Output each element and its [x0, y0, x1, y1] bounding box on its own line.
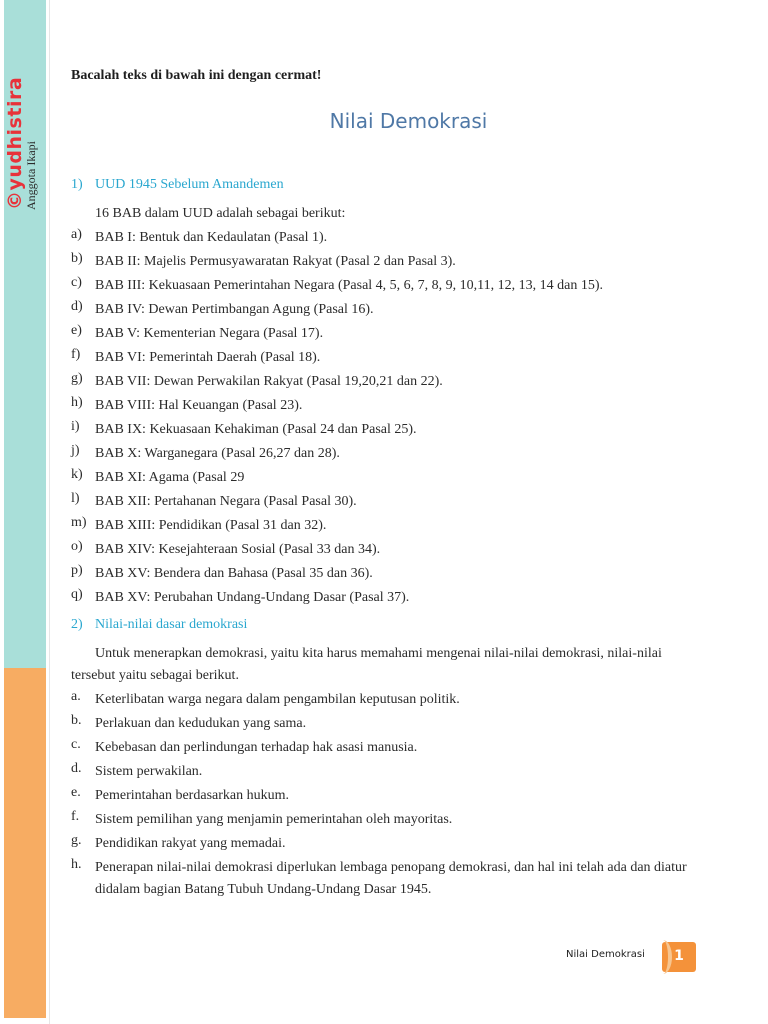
- list-item-text: Keterlibatan warga negara dalam pengambilan keputusan politik.: [95, 692, 460, 707]
- list-marker: f): [71, 347, 81, 362]
- list-item-text: BAB VII: Dewan Perwakilan Rakyat (Pasal 19,20,21 dan 22).: [95, 374, 443, 389]
- section-number: 1): [71, 177, 83, 192]
- list-marker: e.: [71, 785, 81, 800]
- list-marker: h): [71, 395, 83, 410]
- list-marker: h.: [71, 857, 82, 872]
- page-number-badge: [662, 942, 696, 972]
- section-intro: 16 BAB dalam UUD adalah sebagai berikut:: [95, 206, 346, 221]
- list-marker: c.: [71, 737, 81, 752]
- publisher-tagline: Anggota Ikapi: [24, 141, 38, 210]
- section-heading: [71, 177, 284, 193]
- list-marker: p): [71, 563, 83, 578]
- list-marker: m): [71, 515, 87, 530]
- list-marker: q): [71, 587, 83, 602]
- list-item-text: BAB IX: Kekuasaan Kehakiman (Pasal 24 dan Pasal 25).: [95, 422, 417, 437]
- section-heading-text: Nilai-nilai dasar demokrasi: [95, 617, 248, 632]
- list-marker: a.: [71, 689, 81, 704]
- list-marker: d.: [71, 761, 82, 776]
- list-marker: g): [71, 371, 83, 386]
- footer-chapter-label: Nilai Demokrasi: [566, 949, 645, 960]
- list-item-text: BAB XV: Bendera dan Bahasa (Pasal 35 dan 36).: [95, 566, 373, 581]
- list-marker: j): [71, 443, 80, 458]
- list-marker: k): [71, 467, 83, 482]
- list-item-text: BAB II: Majelis Permusyawaratan Rakyat (Pasal 2 dan Pasal 3).: [95, 254, 456, 269]
- list-item-text: BAB VIII: Hal Keuangan (Pasal 23).: [95, 398, 303, 413]
- side-strip-orange: [4, 668, 46, 1018]
- list-item-text: Sistem pemilihan yang menjamin pemerintahan oleh mayoritas.: [95, 812, 453, 827]
- list-item-text: BAB XV: Perubahan Undang-Undang Dasar (Pasal 37).: [95, 590, 410, 605]
- list-item-text: BAB I: Bentuk dan Kedaulatan (Pasal 1).: [95, 230, 328, 245]
- list-marker: g.: [71, 833, 82, 848]
- list-marker: b): [71, 251, 83, 266]
- publisher-logo: ©yudhistira: [4, 76, 26, 210]
- list-marker: a): [71, 227, 82, 242]
- list-marker: c): [71, 275, 82, 290]
- list-marker: f.: [71, 809, 80, 824]
- section-number: 2): [71, 617, 83, 632]
- list-marker: i): [71, 419, 80, 434]
- list-marker: e): [71, 323, 82, 338]
- list-item-text: Sistem perwakilan.: [95, 764, 203, 779]
- list-marker: d): [71, 299, 83, 314]
- list-item-text: Perlakuan dan kedudukan yang sama.: [95, 716, 307, 731]
- list-item-text: BAB XIV: Kesejahteraan Sosial (Pasal 33 dan 34).: [95, 542, 381, 557]
- page-title: Nilai Demokrasi: [329, 109, 488, 133]
- list-item-text: BAB III: Kekuasaan Pemerintahan Negara (Pasal 4, 5, 6, 7, 8, 9, 10,11, 12, 13, 14 dan 15).: [95, 278, 604, 293]
- list-marker: o): [71, 539, 83, 554]
- list-item-text: Pendidikan rakyat yang memadai.: [95, 836, 286, 851]
- list-item-text: BAB X: Warganegara (Pasal 26,27 dan 28).: [95, 446, 340, 461]
- list-item-text: BAB V: Kementerian Negara (Pasal 17).: [95, 326, 324, 341]
- list-item-text: Penerapan nilai-nilai demokrasi diperlukan lembaga penopang demokrasi, dan hal ini telah ada dan diatur didalam bagian Batang Tubuh Undang-Undang Dasar 1945.: [95, 860, 687, 897]
- section-heading-text: UUD 1945 Sebelum Amandemen: [95, 177, 284, 192]
- list-item-text: Kebebasan dan perlindungan terhadap hak asasi manusia.: [95, 740, 418, 755]
- list-item-text: BAB XIII: Pendidikan (Pasal 31 dan 32).: [95, 518, 327, 533]
- list-marker: l): [71, 491, 80, 506]
- list-marker: b.: [71, 713, 82, 728]
- list-item-text: Pemerintahan berdasarkan hukum.: [95, 788, 289, 803]
- list-item-text: BAB IV: Dewan Pertimbangan Agung (Pasal 16).: [95, 302, 374, 317]
- list-item-text: BAB VI: Pemerintah Daerah (Pasal 18).: [95, 350, 321, 365]
- page-number: 1: [674, 948, 684, 964]
- list-item-text: BAB XII: Pertahanan Negara (Pasal Pasal 30).: [95, 494, 357, 509]
- instruction-text: Bacalah teks di bawah ini dengan cermat!: [71, 68, 322, 83]
- section-heading: [71, 617, 247, 633]
- section-intro: Untuk menerapkan demokrasi, yaitu kita harus memahami mengenai nilai-nilai demokrasi, nilai-nilai tersebut yaitu sebagai berikut.: [71, 646, 662, 683]
- list-item-text: BAB XI: Agama (Pasal 29: [95, 470, 245, 485]
